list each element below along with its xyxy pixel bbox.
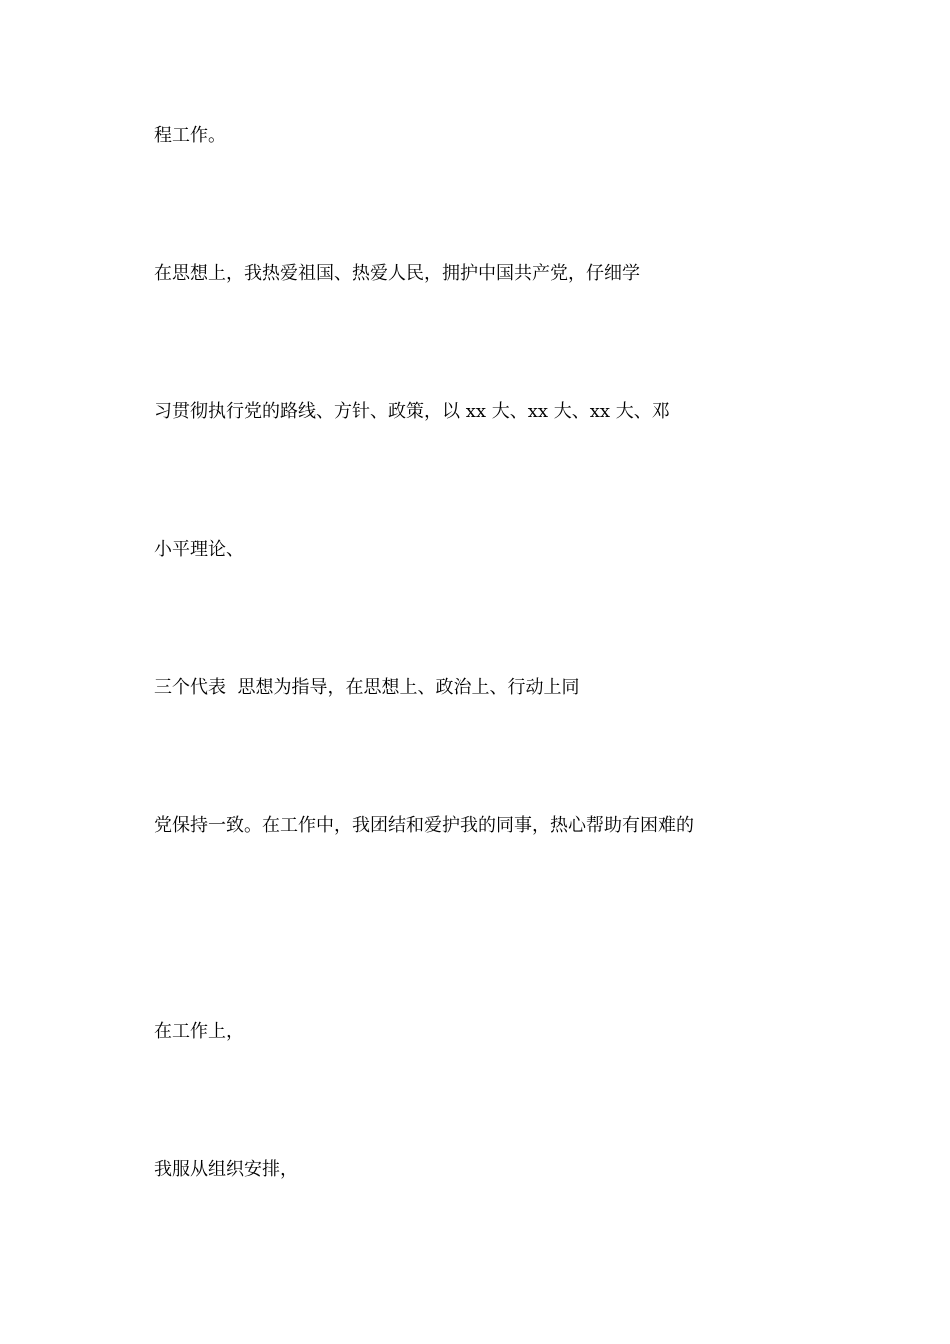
text-line: 习贯彻执行党的路线、方针、政策，以 xx 大、xx 大、xx 大、邓 bbox=[154, 401, 670, 422]
text-line: 三个代表 思想为指导，在思想上、政治上、行动上同 bbox=[154, 677, 580, 698]
text-line: 我服从组织安排， bbox=[154, 1159, 298, 1180]
text-line: 小平理论、 bbox=[154, 539, 244, 560]
text-line: 党保持一致。在工作中，我团结和爱护我的同事，热心帮助有困难的 bbox=[154, 815, 694, 836]
text-line: 在工作上， bbox=[154, 1021, 244, 1042]
text-line: 在思想上，我热爱祖国、热爱人民，拥护中国共产党，仔细学 bbox=[154, 263, 640, 284]
text-line: 程工作。 bbox=[154, 125, 226, 146]
